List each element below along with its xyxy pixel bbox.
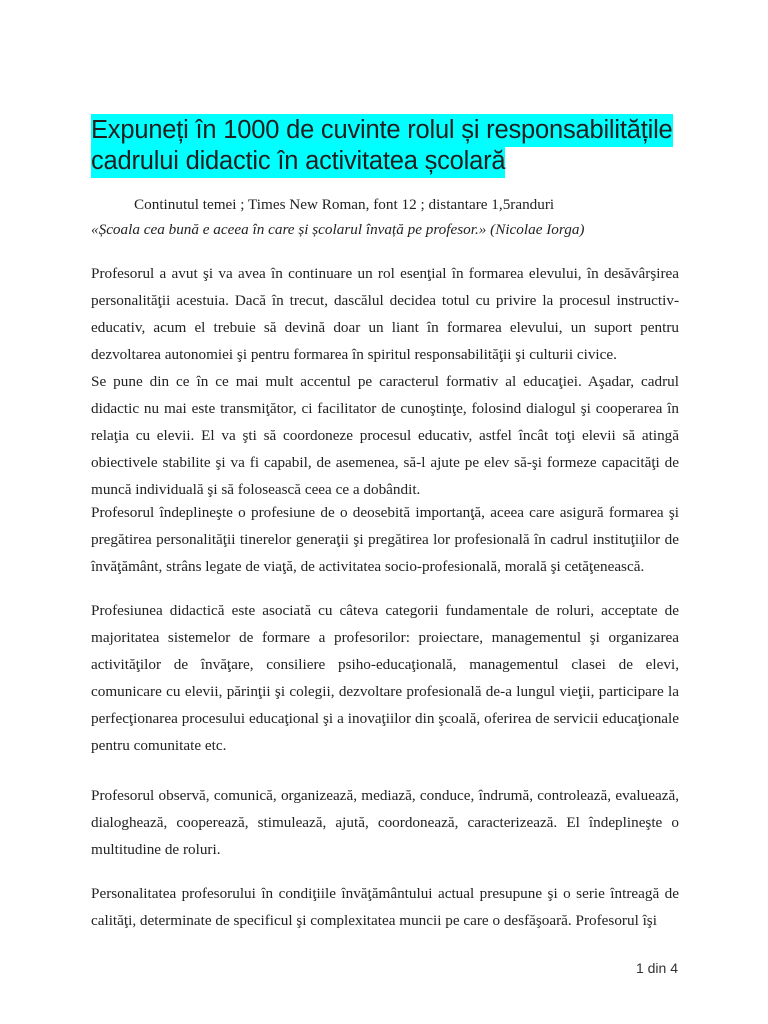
paragraph-3: Profesorul îndeplineşte o profesiune de o deosebită importanţă, aceea care asigură formarea şi pregătirea personalităţii tinerelor generaţii şi pregătirea lor profesională în cadrul instituţiilor de învăţământ, strâns legate de viaţă, de activitatea socio-profesională, morală şi cetăţenească.: [91, 504, 679, 576]
paragraph-4: Profesiunea didactică este asociată cu câteva categorii fundamentale de roluri, acceptate de majoritatea sistemelor de formare a profesorilor: proiectare, managementul şi organizarea activităţilor de învăţare, consiliere psiho-educaţională, managementul clasei de elevi, comunicare cu elevii, părinţii şi colegii, dezvoltare profesională de-a lungul vieţii, participare la perfecţionarea procesului educaţional şi a inovaţiilor din şcoală, oferirea de servicii educaţionale pentru comunitate etc.: [91, 602, 679, 755]
title-line-1: Expuneți în 1000 de cuvinte rolul și responsabilitățile: [91, 114, 673, 147]
title-line-2: cadrului didactic în activitatea școlară: [91, 145, 505, 178]
paragraph-1: Profesorul a avut şi va avea în continuare un rol esenţial în formarea elevului, în desăvârşirea personalităţii acestuia. Dacă în trecut, dascălul decidea totul cu privire la procesul instructiv-educativ, acum el trebuie să devină doar un liant în formarea elevului, un suport pentru dezvoltarea autonomiei şi pentru formarea în spiritul responsabilităţii şi culturii civice.: [91, 265, 679, 364]
formatting-note: Continutul temei ; Times New Roman, font 12 ; distantare 1,5randuri: [134, 196, 555, 213]
paragraph-2: Se pune din ce în ce mai mult accentul pe caracterul formativ al educaţiei. Aşadar, cadrul didactic nu mai este transmiţător, ci facilitator de cunoştinţe, folosind dialogul şi cooperarea în relaţia cu elevii. El va şti să coordoneze procesul educativ, astfel încât toţi elevii să atingă obiectivele stabilite şi va fi capabil, de asemenea, să-l ajute pe elev să-şi formeze capacităţi de muncă individuală şi să folosească ceea ce a dobândit.: [91, 373, 679, 499]
document-title: [91, 115, 673, 177]
motto-quote: «Școala cea bună e aceea în care și școlarul învață pe profesor.» (Nicolae Iorga): [91, 221, 585, 238]
paragraph-6: Personalitatea profesorului în condiţiile învăţământului actual presupune şi o serie întreagă de calităţi, determinate de specificul şi complexitatea muncii pe care o desfăşoară. Profesorul îşi: [91, 885, 679, 930]
page-indicator: 1 din 4: [635, 960, 678, 976]
paragraph-5: Profesorul observă, comunică, organizează, mediază, conduce, îndrumă, controlează, evaluează, dialoghează, cooperează, stimulează, ajută, coordonează, caracterizează. El îndeplineşte o multitudine de roluri.: [91, 787, 679, 859]
